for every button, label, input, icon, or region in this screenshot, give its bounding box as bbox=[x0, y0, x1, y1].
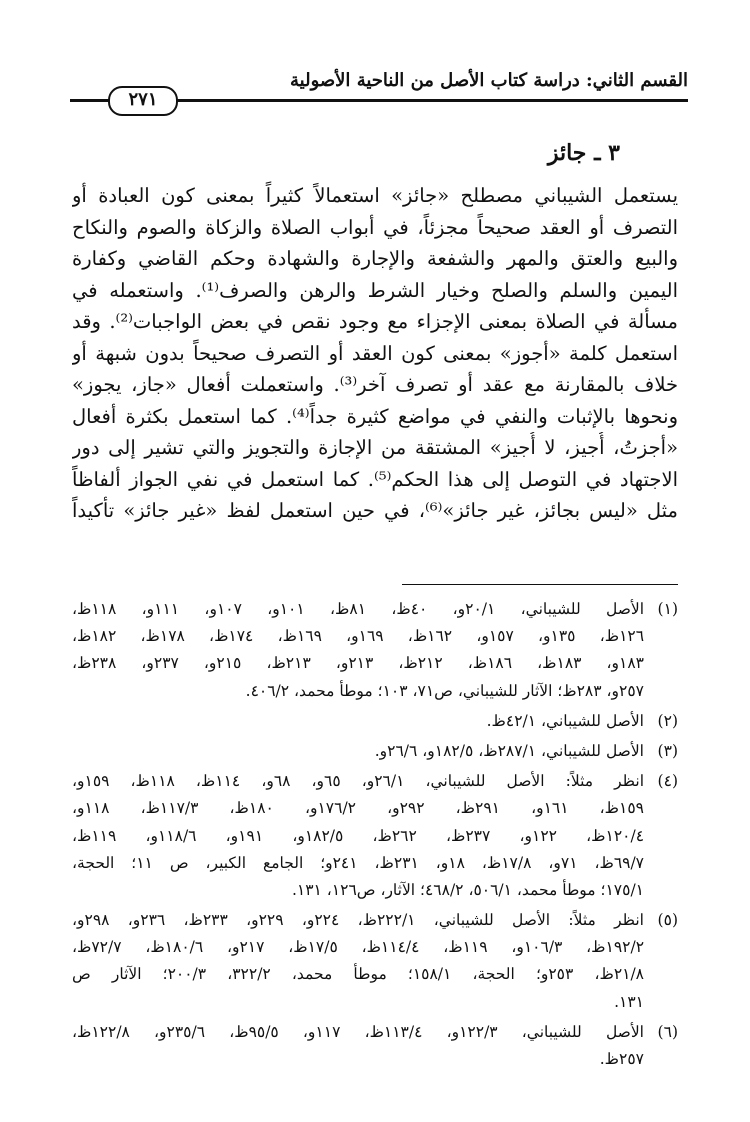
footnote-text bbox=[72, 596, 644, 705]
footnote-line: ٦٩/٧ظ، ٧١و، ١٧/٨ظ، ١٨و، ٢٣١ظ، ٢٤١و؛ الجامع الكبير، ص ١١؛ الحجة، bbox=[72, 853, 644, 872]
footnote-number: (٤) bbox=[657, 772, 678, 791]
body-line: خلاف بالمقارنة مع عقد أو تصرف آخر⁽³⁾. واستعملت أفعال «جاز، يجوز» bbox=[72, 373, 678, 396]
footnote-line: ١٩٢/٢ظ، ١٠٦/٣و، ١١٩ظ، ١١٤/٤ظ، ١٧/٥ظ، ٢١٧و، ١٨٠/٦ظ، ٧٢/٧ظ، bbox=[72, 938, 644, 957]
footnote-line: الأصل للشيباني، ٢٨٧/١ظ، ١٨٢/٥و، ٢٦/٦و. bbox=[374, 741, 644, 760]
footnote bbox=[72, 768, 678, 904]
footnote-line: الأصل للشيباني، ٢٠/١و، ٤٠ظ، ٨١ظ، ١٠١و، ١٠٧و، ١١١و، ١١٨ظ، bbox=[72, 600, 644, 618]
footnote-number: (٢) bbox=[657, 711, 678, 730]
footnote-line: ١٧٥/١؛ موطأ محمد، ٥٠٦/١، ٤٦٨/٢؛ الآثار، ص١٢٦، ١٣١. bbox=[291, 880, 644, 899]
footnote-line: انظر مثلاً: الأصل للشيباني، ٢٦/١و، ٦٥و، ٦٨و، ١١٤ظ، ١١٨ظ، ١٥٩و، bbox=[72, 772, 644, 791]
footnote bbox=[72, 708, 678, 735]
footnote-line: ٢٥٧و، ٢٨٣ظ؛ الآثار للشيباني، ص٧١، ١٠٣؛ موطأ محمد، ٤٠٦/٢. bbox=[245, 681, 644, 700]
footnote-number: (١) bbox=[657, 600, 678, 618]
body-line: استعمل كلمة «أجوز» بمعنى كون العقد أو التصرف صحيحاً بدون شبهة أو bbox=[72, 341, 678, 365]
footnote-line: الأصل للشيباني، ١٢٢/٣و، ١١٣/٤ظ، ١١٧و، ٩٥/٥ظ، ٢٣٥/٦و، ١٢٢/٨ظ، bbox=[72, 1022, 644, 1041]
body-line: يستعمل الشيباني مصطلح «جائز» استعمالاً كثيراً بمعنى كون العبادة أو bbox=[72, 184, 678, 207]
footnote-line: انظر مثلاً: الأصل للشيباني، ٢٢٢/١ظ، ٢٢٤و، ٢٢٩و، ٢٣٣ظ، ٢٣٦و، ٢٩٨و، bbox=[72, 911, 644, 930]
footnote-line: ١٢٦ظ، ١٣٥و، ١٥٧و، ١٦٢ظ، ١٦٩و، ١٦٩ظ، ١٧٤ظ، ١٧٨ظ، ١٨٢ظ، bbox=[72, 627, 644, 646]
body-line: والبيع والعتق والمهر والشفعة والإجارة والشهادة وحكم القاضي وكفارة bbox=[72, 247, 678, 270]
footnote-line: ١٣١. bbox=[614, 992, 644, 1011]
footnote-line: ١٥٩ظ، ١٦١و، ٢٩١ظ، ٢٩٢و، ١٧٦/٢و، ١٨٠ظ، ١١٧/٣ظ، ١١٨و، bbox=[72, 799, 644, 818]
footnote-text bbox=[72, 738, 644, 765]
footnote-separator bbox=[402, 584, 678, 585]
footnote-number: (٣) bbox=[657, 741, 678, 760]
running-header-title: القسم الثاني: دراسة كتاب الأصل من الناحية الأصولية bbox=[290, 70, 688, 91]
footnote-text bbox=[72, 1019, 644, 1073]
footnote bbox=[72, 1019, 678, 1073]
body-line: ونحوها بالإثبات والنفي في مواضع كثيرة جداً⁽⁴⁾. كما استعمل بكثرة أفعال bbox=[72, 404, 678, 428]
body-line: «أجزتُ، أُجيز، لا أُجيز» المشتقة من الإجازة والتجويز والتي تشير إلى دور bbox=[72, 436, 678, 459]
footnote-text bbox=[72, 708, 644, 735]
footnote-text bbox=[72, 907, 644, 1016]
footnote-line: ٢٥٧ظ. bbox=[599, 1050, 644, 1069]
body-line: مثل «ليس بجائز، غير جائز»⁽⁶⁾، في حين استعمل لفظ «غير جائز» تأكيداً bbox=[72, 499, 678, 522]
footnote-number: (٦) bbox=[657, 1022, 678, 1041]
footnote bbox=[72, 596, 678, 705]
footnote bbox=[72, 907, 678, 1016]
body-line: الاجتهاد في التوصل إلى هذا الحكم⁽⁵⁾. كما استعمل في نفي الجواز ألفاظاً bbox=[72, 467, 678, 491]
footnote-line: ١٨٣و، ١٨٣ظ، ١٨٦ظ، ٢١٢ظ، ٢١٣و، ٢١٣ظ، ٢١٥و، ٢٣٧و، ٢٣٨ظ، bbox=[72, 654, 644, 673]
main-body-text bbox=[72, 180, 678, 527]
page-number: ٢٧١ bbox=[108, 86, 178, 116]
footnote-line: الأصل للشيباني، ٤٢/١ظ. bbox=[486, 711, 644, 730]
body-line: اليمين والسلم والصلح وخيار الشرط والرهن والصرف⁽¹⁾. واستعمله في bbox=[72, 278, 678, 302]
body-line: مسألة في الصلاة بمعنى الإجزاء مع وجود نقص في بعض الواجبات⁽²⁾. وقد bbox=[72, 310, 678, 333]
footnote-line: ٢١/٨ظ، ٢٥٣و؛ الحجة، ١٥٨/١؛ موطأ محمد، ٣٢٢/٢، ٢٠٠/٣؛ الآثار ص bbox=[72, 965, 644, 984]
footnote-line: ١٢٠/٤ظ، ١٢٢و، ٢٣٧ظ، ٢٦٢ظ، ١٨٢/٥و، ١٩١و، ١١٨/٦و، ١١٩ظ، bbox=[72, 826, 644, 845]
section-heading: ٣ ـ جائز bbox=[547, 140, 620, 166]
footnote-number: (٥) bbox=[657, 911, 678, 930]
footnote bbox=[72, 738, 678, 765]
footnote-text bbox=[72, 768, 644, 904]
footnotes bbox=[72, 596, 678, 1073]
body-line: التصرف أو العقد صحيحاً مجزئاً، في أبواب الصلاة والزكاة والصوم والنكاح bbox=[72, 215, 678, 239]
